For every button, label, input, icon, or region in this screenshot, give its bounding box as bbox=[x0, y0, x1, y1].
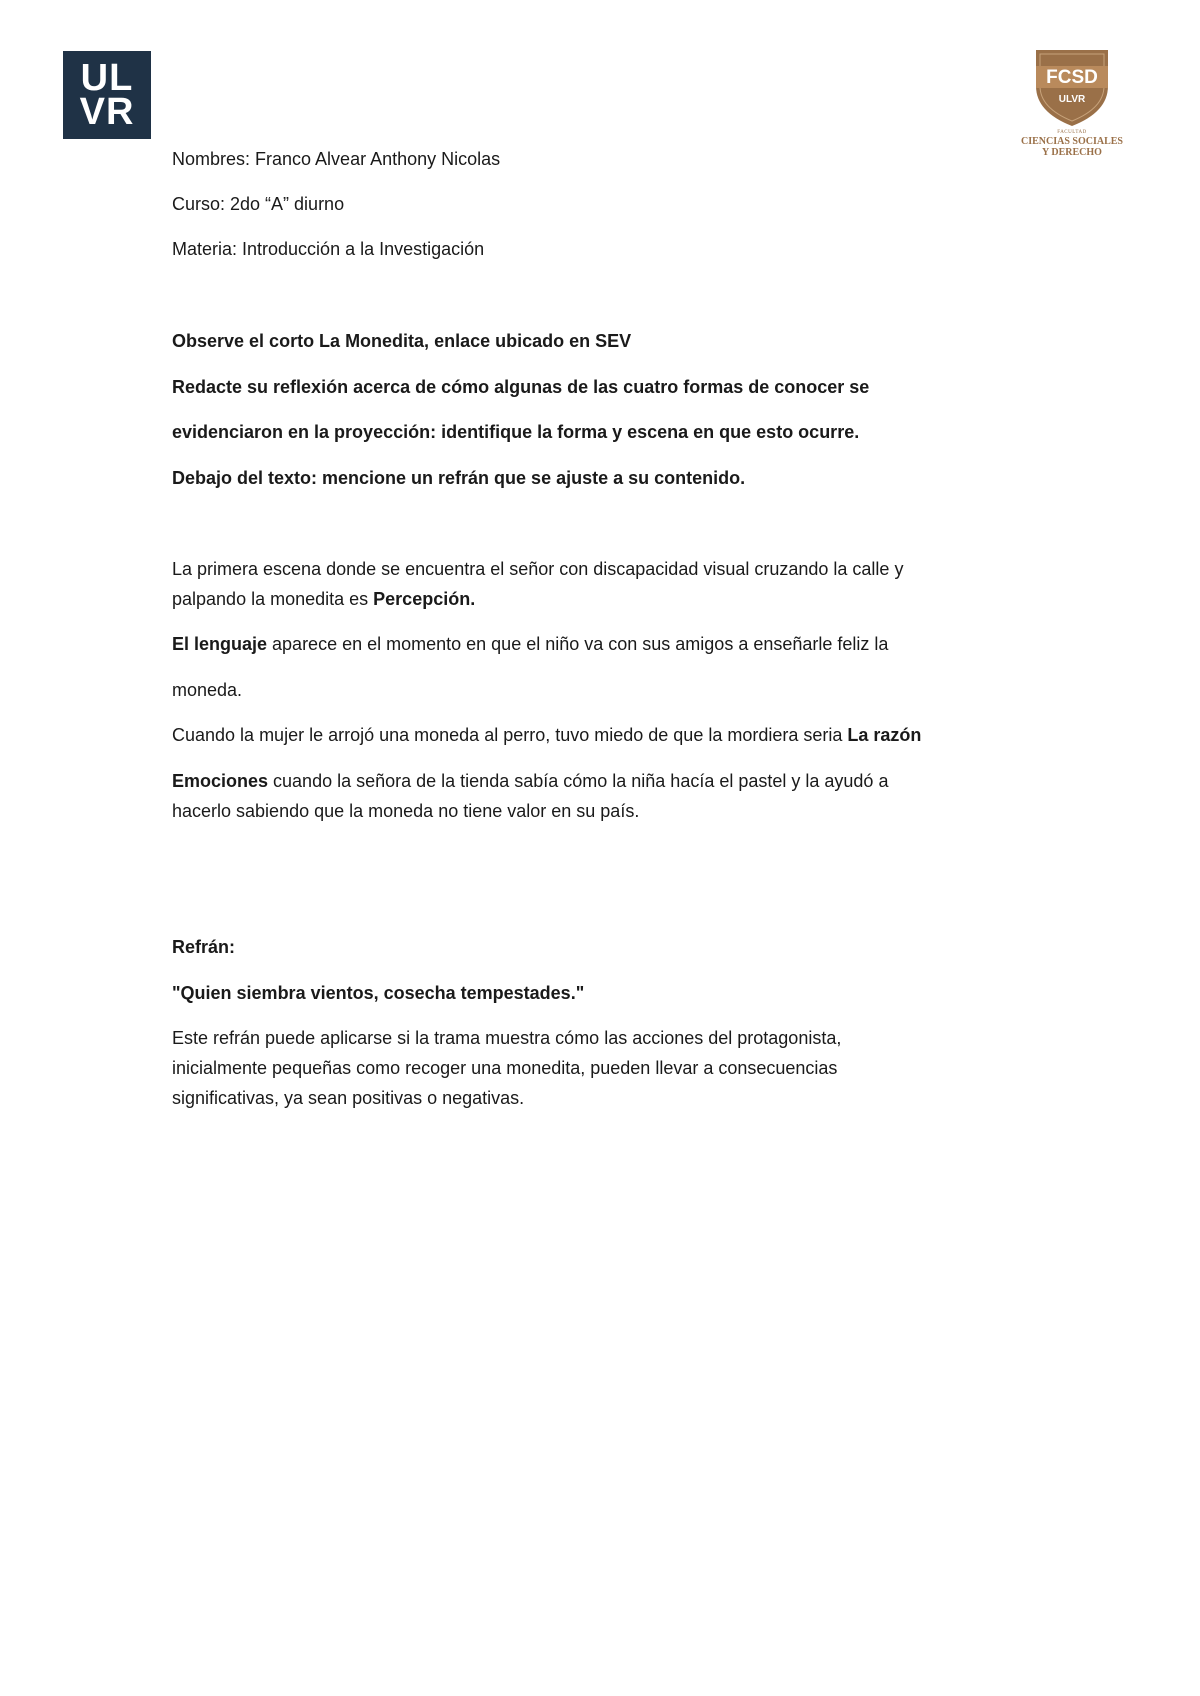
answer-emotions-text: cuando la señora de la tienda sabía cómo la niña hacía el pastel y la ayudó a bbox=[268, 771, 889, 791]
answer-perception-line-2 bbox=[172, 584, 475, 614]
answer-emotions-line-2: hacerlo sabiendo que la moneda no tiene valor en su país. bbox=[172, 801, 640, 821]
answer-language-line-1 bbox=[172, 629, 888, 659]
instruction-line-4: Debajo del texto: mencione un refrán que se ajuste a su contenido. bbox=[172, 468, 746, 488]
answer-emotions-term: Emociones bbox=[172, 771, 269, 791]
answer-language-line-2: moneda. bbox=[172, 680, 243, 700]
student-name: Nombres: Franco Alvear Anthony Nicolas bbox=[172, 149, 501, 169]
refran-explanation-line-2: inicialmente pequeñas como recoger una monedita, pueden llevar a consecuencias bbox=[172, 1058, 838, 1078]
subject: Materia: Introducción a la Investigación bbox=[172, 239, 485, 259]
ulvr-logo-line2: VR bbox=[79, 91, 135, 133]
answer-language-term: El lenguaje bbox=[172, 634, 268, 654]
instruction-line-3: evidenciaron en la proyección: identifique la forma y escena en que esto ocurre. bbox=[172, 422, 860, 442]
fcsd-logo-sub: ULVR bbox=[1058, 94, 1086, 105]
fcsd-logo-small: FACULTAD bbox=[1057, 130, 1087, 135]
fcsd-shield-icon bbox=[1030, 46, 1114, 128]
answer-perception-text: palpando la monedita es bbox=[172, 589, 374, 609]
instruction-line-1: Observe el corto La Monedita, enlace ubicado en SEV bbox=[172, 331, 632, 351]
answer-language-text: aparece en el momento en que el niño va con sus amigos a enseñarle feliz la bbox=[267, 634, 889, 654]
ulvr-logo bbox=[63, 51, 151, 139]
answer-reason-term: La razón bbox=[847, 725, 922, 745]
fcsd-logo-line2: Y DERECHO bbox=[1042, 147, 1102, 158]
course: Curso: 2do “A” diurno bbox=[172, 194, 345, 214]
instruction-line-2: Redacte su reflexión acerca de cómo algunas de las cuatro formas de conocer se bbox=[172, 377, 870, 397]
refran-explanation-line-1: Este refrán puede aplicarse si la trama muestra cómo las acciones del protagonista, bbox=[172, 1028, 842, 1048]
answer-emotions-line-1 bbox=[172, 766, 888, 796]
answer-perception-term: Percepción. bbox=[373, 589, 476, 609]
answer-reason-text: Cuando la mujer le arrojó una moneda al perro, tuvo miedo de que la mordiera seria bbox=[172, 725, 848, 745]
answer-perception-line-1: La primera escena donde se encuentra el señor con discapacidad visual cruzando la calle y bbox=[172, 559, 904, 579]
fcsd-logo bbox=[1017, 46, 1127, 166]
fcsd-logo-line1: CIENCIAS SOCIALES bbox=[1021, 136, 1123, 147]
fcsd-logo-title: FCSD bbox=[1046, 67, 1098, 88]
refran-quote: "Quien siembra vientos, cosecha tempestades." bbox=[172, 983, 585, 1003]
refran-explanation-line-3: significativas, ya sean positivas o negativas. bbox=[172, 1088, 525, 1108]
answer-reason-line bbox=[172, 720, 921, 750]
ulvr-logo-line1: UL bbox=[80, 57, 134, 99]
refran-label: Refrán: bbox=[172, 937, 236, 957]
